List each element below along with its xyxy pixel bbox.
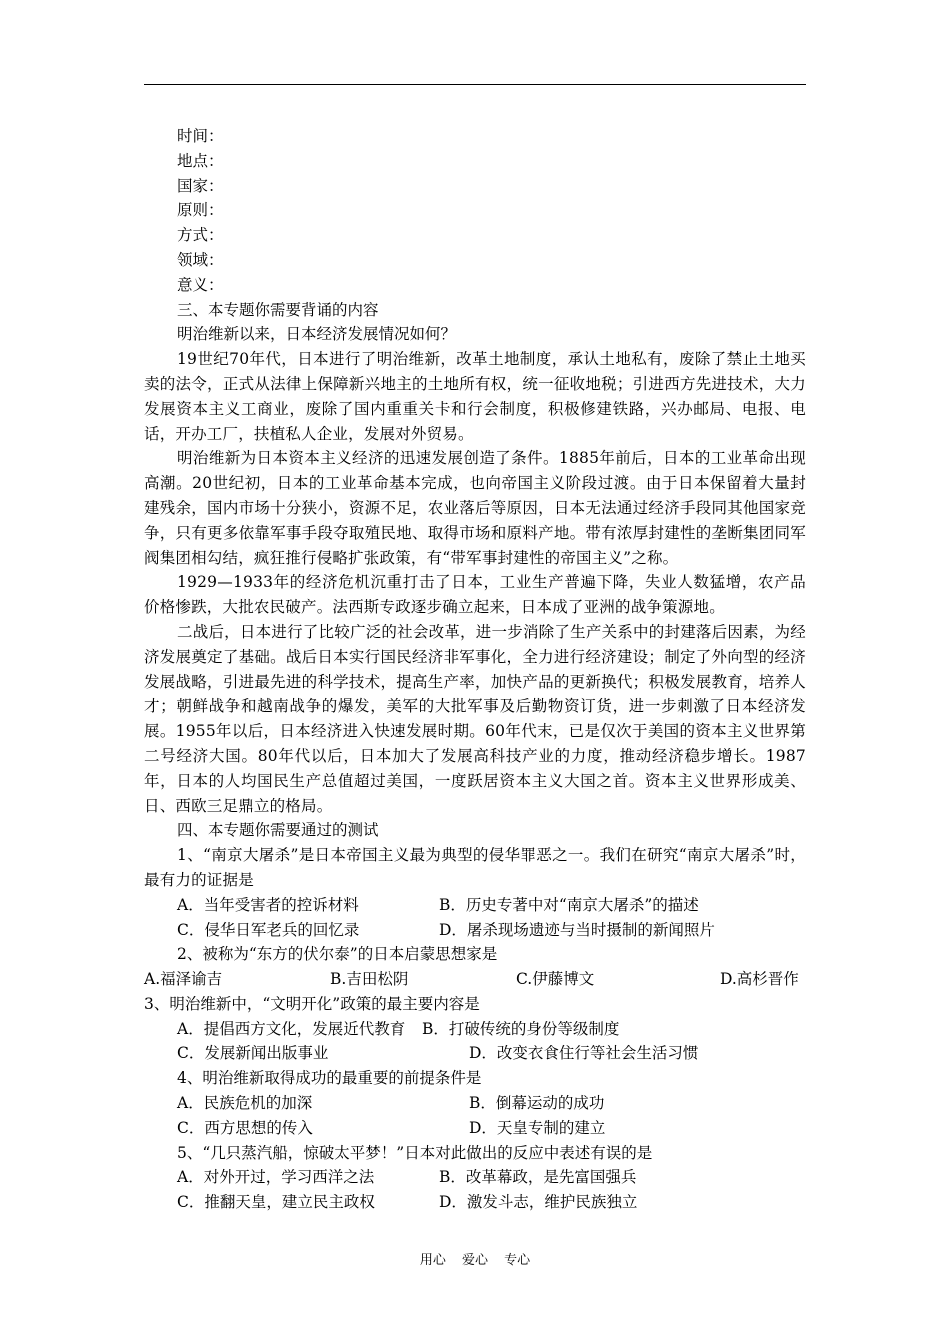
section4-heading: 四、本专题你需要通过的测试: [177, 821, 379, 840]
header-rule: [144, 84, 806, 85]
q4-option-b: B．倒幕运动的成功: [469, 1094, 605, 1113]
q4-option-c: C．西方思想的传入: [177, 1118, 313, 1137]
question-5-options-row2: [144, 1190, 806, 1215]
question-5-stem: 5、“几只蒸汽船，惊破太平梦！”日本对此做出的反应中表述有误的是: [177, 1143, 653, 1162]
section3-heading: 三、本专题你需要背诵的内容: [177, 300, 379, 319]
q4-option-d: D．天皇专制的建立: [469, 1118, 606, 1137]
question-3-stem: 3、明治维新中，“文明开化”政策的最主要内容是: [144, 994, 480, 1013]
section3-question: 明治维新以来，日本经济发展情况如何？: [177, 325, 457, 344]
q3-option-d: D．改变衣食住行等社会生活习惯: [469, 1044, 699, 1063]
q2-option-a: A.福泽谕吉: [144, 970, 223, 989]
q2-option-b: B.吉田松阴: [330, 970, 409, 989]
q3-option-c: C．发展新闻出版事业: [177, 1044, 329, 1063]
q3-option-a: A．提倡西方文化，发展近代教育: [177, 1019, 406, 1038]
q3-option-b: B．打破传统的身份等级制度: [422, 1019, 620, 1038]
field-place: 地点：: [177, 151, 224, 170]
q2-option-d: D.高杉晋作: [720, 970, 799, 989]
field-significance: 意义：: [177, 275, 224, 294]
question-4-options-row2: [144, 1116, 806, 1141]
q5-option-c: C．推翻天皇，建立民主政权: [177, 1193, 375, 1212]
field-time: 时间：: [177, 127, 224, 145]
document-body: [144, 124, 806, 1215]
question-2-options: [144, 967, 806, 992]
field-domain: 领域：: [177, 250, 224, 269]
q5-option-a: A．对外开过，学习西洋之法: [177, 1168, 375, 1187]
q1-option-a: A．当年受害者的控诉材料: [177, 895, 359, 914]
paragraph-postwar: 二战后，日本进行了比较广泛的社会改革，进一步消除了生产关系中的封建落后因素，为经济发展奠定了基础。战后日本实行国民经济非军事化，全力进行经济建设；制定了外向型的经济发展战略，引进最先进的科学技术，提高生产率，加快产品的更新换代；积极发展教育，培养人才；朝鲜战争和越南战争的爆发，美军的大批军事及后勤物资订货，进一步刺激了日本经济发展。1955年以后，日本经济进入快速发展时期。60年代末，已是仅次于美国的资本主义世界第二号经济大国。80年代以后，日本加大了发展高科技产业的力度，推动经济稳步增长。1987年，日本的人均国民生产总值超过美国，一度跃居资本主义大国之首。资本主义世界形成美、日、西欧三足鼎立的格局。: [144, 622, 806, 815]
paragraph-economic-crisis: 1929—1933年的经济危机沉重打击了日本，工业生产普遍下降，失业人数猛增，农产品价格惨跌，大批农民破产。法西斯专政逐步确立起来，日本成了亚洲的战争策源地。: [144, 573, 806, 617]
q1-option-b: B．历史专著中对“南京大屠杀”的描述: [439, 895, 699, 914]
q2-option-c: C.伊藤博文: [516, 970, 595, 989]
question-5-options-row1: [144, 1165, 806, 1190]
question-1-options-row2: [144, 918, 806, 943]
paragraph-meiji-reform: 19世纪70年代，日本进行了明治维新，改革土地制度，承认土地私有，废除了禁止土地买卖的法令，正式从法律上保障新兴地主的土地所有权，统一征收地税；引进西方先进技术，大力发展资本主义工商业，废除了国内重重关卡和行会制度，积极修建铁路，兴办邮局、电报、电话，开办工厂，扶植私人企业，发展对外贸易。: [144, 350, 806, 443]
question-3-options-row1: [144, 1017, 806, 1042]
q5-option-b: B．改革幕政，是先富国强兵: [439, 1168, 637, 1187]
question-1-options-row1: [144, 893, 806, 918]
q1-option-c: C．侵华日军老兵的回忆录: [177, 920, 360, 939]
question-4-stem: 4、明治维新取得成功的最重要的前提条件是: [177, 1069, 482, 1088]
field-country: 国家：: [177, 176, 224, 195]
question-3-options-row2: [144, 1041, 806, 1066]
page-footer: 用心 爱心 专心: [419, 1253, 531, 1268]
paragraph-industrial-revolution: 明治维新为日本资本主义经济的迅速发展创造了条件。1885年前后，日本的工业革命出现高潮。20世纪初，日本的工业革命基本完成，也向帝国主义阶段过渡。由于日本保留着大量封建残余，国内市场十分狭小，资源不足，农业落后等原因，日本无法通过经济手段同其他国家竞争，只有更多依靠军事手段夺取殖民地、取得市场和原料产地。带有浓厚封建性的垄断集团同军阀集团相勾结，疯狂推行侵略扩张政策，有“带军事封建性的帝国主义”之称。: [144, 449, 806, 567]
question-2-stem: 2、被称为“东方的伏尔泰”的日本启蒙思想家是: [177, 945, 498, 964]
q1-option-d: D．屠杀现场遗迹与当时摄制的新闻照片: [439, 920, 715, 939]
field-principle: 原则：: [177, 201, 224, 220]
q5-option-d: D．激发斗志，维护民族独立: [439, 1193, 638, 1212]
question-4-options-row1: [144, 1091, 806, 1116]
q4-option-a: A．民族危机的加深: [177, 1094, 313, 1113]
field-method: 方式：: [177, 226, 224, 245]
question-1-stem: 1、“南京大屠杀”是日本帝国主义最为典型的侵华罪恶之一。我们在研究“南京大屠杀”时，最有力的证据是: [144, 846, 806, 889]
